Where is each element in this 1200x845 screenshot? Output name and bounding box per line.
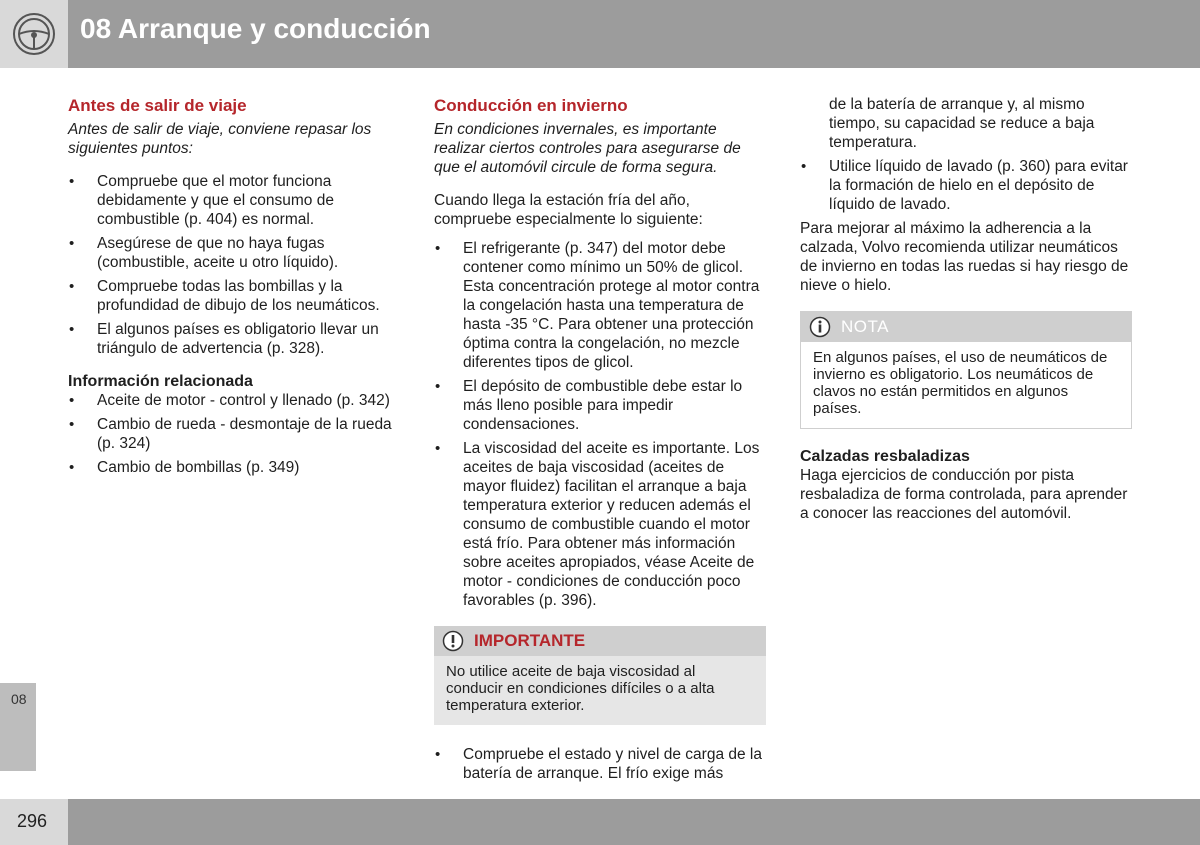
note-box-header [801, 312, 1131, 342]
chapter-title: 08 Arranque y conducción [80, 13, 431, 44]
slippery-roads-heading: Calzadas resbaladizas [800, 448, 970, 465]
paragraph: Cuando llega la estación fría del año, compruebe especialmente lo siguiente: [434, 192, 703, 228]
important-text: No utilice aceite de baja viscosidad al conducir en condiciones difíciles o a alta temperatura exterior. [446, 663, 715, 714]
list-item: • Asegúrese de que no haya fugas (combustible, aceite u otro líquido). [68, 234, 398, 272]
page-number-box [0, 799, 68, 845]
related-info-heading: Información relacionada [68, 373, 253, 390]
steering-wheel-icon [12, 12, 56, 56]
checklist [68, 172, 398, 358]
page-number: 296 [17, 811, 48, 831]
column-1 [68, 95, 398, 482]
side-tab-label: 08 [11, 691, 27, 707]
related-links [68, 391, 398, 477]
related-link[interactable]: • Aceite de motor - control y llenado (p. 342) [68, 391, 398, 410]
section-intro: En condiciones invernales, es importante realizar ciertos controles para asegurarse de que el automóvil circule de forma segura. [434, 121, 741, 176]
paragraph: Para mejorar al máximo la adherencia a la calzada, Volvo recomienda utilizar neumáticos de invierno en todas las ruedas si hay riesgo de nieve o hielo. [800, 220, 1129, 294]
list-item: • Compruebe todas las bombillas y la profundidad de dibujo de los neumáticos. [68, 277, 398, 315]
note-text: En algunos países, el uso de neumáticos de invierno es obligatorio. Los neumáticos de clavos no están permitidos en algunos países. [813, 349, 1108, 417]
checklist [434, 239, 766, 610]
chapter-icon-tab [0, 0, 68, 68]
list-item: • Compruebe que el motor funciona debidamente y que el consumo de combustible (p. 404) es normal. [68, 172, 398, 229]
page-footer [0, 799, 1200, 845]
list-item: • El refrigerante (p. 347) del motor debe contener como mínimo un 50% de glicol. Esta concentración protege al motor contra la congelación hasta una temperatura de hasta -35 °C. Para obtener una protección óptima contra la congelación, no mezcle diferentes tipos de glicol. [434, 239, 766, 372]
info-icon [809, 316, 831, 338]
note-box [800, 311, 1132, 429]
important-title: IMPORTANTE [474, 631, 586, 650]
chapter-side-tab [0, 683, 36, 771]
important-box [434, 626, 766, 725]
column-2 [434, 95, 766, 788]
list-item: • Compruebe el estado y nivel de carga de la batería de arranque. El frío exige más [434, 745, 766, 783]
important-box-header [434, 626, 766, 656]
list-item: • El depósito de combustible debe estar lo más lleno posible para impedir condensaciones. [434, 377, 766, 434]
list-item: • La viscosidad del aceite es importante. Los aceites de baja viscosidad (aceites de mayor fluidez) facilitan el arranque a baja temperatura exterior y reducen además el consumo de combustible cuando el motor está frío. Para obtener más información sobre aceites apropiados, véase Aceite de motor - condiciones de conducción poco favorables (p. 396). [434, 439, 766, 610]
related-link[interactable]: • Cambio de bombillas (p. 349) [68, 458, 398, 477]
checklist [800, 157, 1132, 214]
section-heading-winter: Conducción en invierno [434, 96, 628, 115]
section-intro: Antes de salir de viaje, conviene repasar los siguientes puntos: [68, 121, 372, 157]
list-item: • Utilice líquido de lavado (p. 360) para evitar la formación de hielo en el depósito de líquido de lavado. [800, 157, 1132, 214]
related-link[interactable]: • Cambio de rueda - desmontaje de la rueda (p. 324) [68, 415, 398, 453]
paragraph: Haga ejercicios de conducción por pista resbaladiza de forma controlada, para aprender a conocer las reacciones del automóvil. [800, 467, 1128, 522]
checklist-continued [434, 745, 766, 783]
note-title: NOTA [841, 317, 889, 336]
list-item-continuation: de la batería de arranque y, al mismo tiempo, su capacidad se reduce a baja temperatura. [829, 96, 1095, 151]
warning-exclamation-icon [442, 630, 464, 652]
column-3 [800, 95, 1132, 533]
section-heading-before-trip: Antes de salir de viaje [68, 96, 247, 115]
list-item: • El algunos países es obligatorio llevar un triángulo de advertencia (p. 328). [68, 320, 398, 358]
